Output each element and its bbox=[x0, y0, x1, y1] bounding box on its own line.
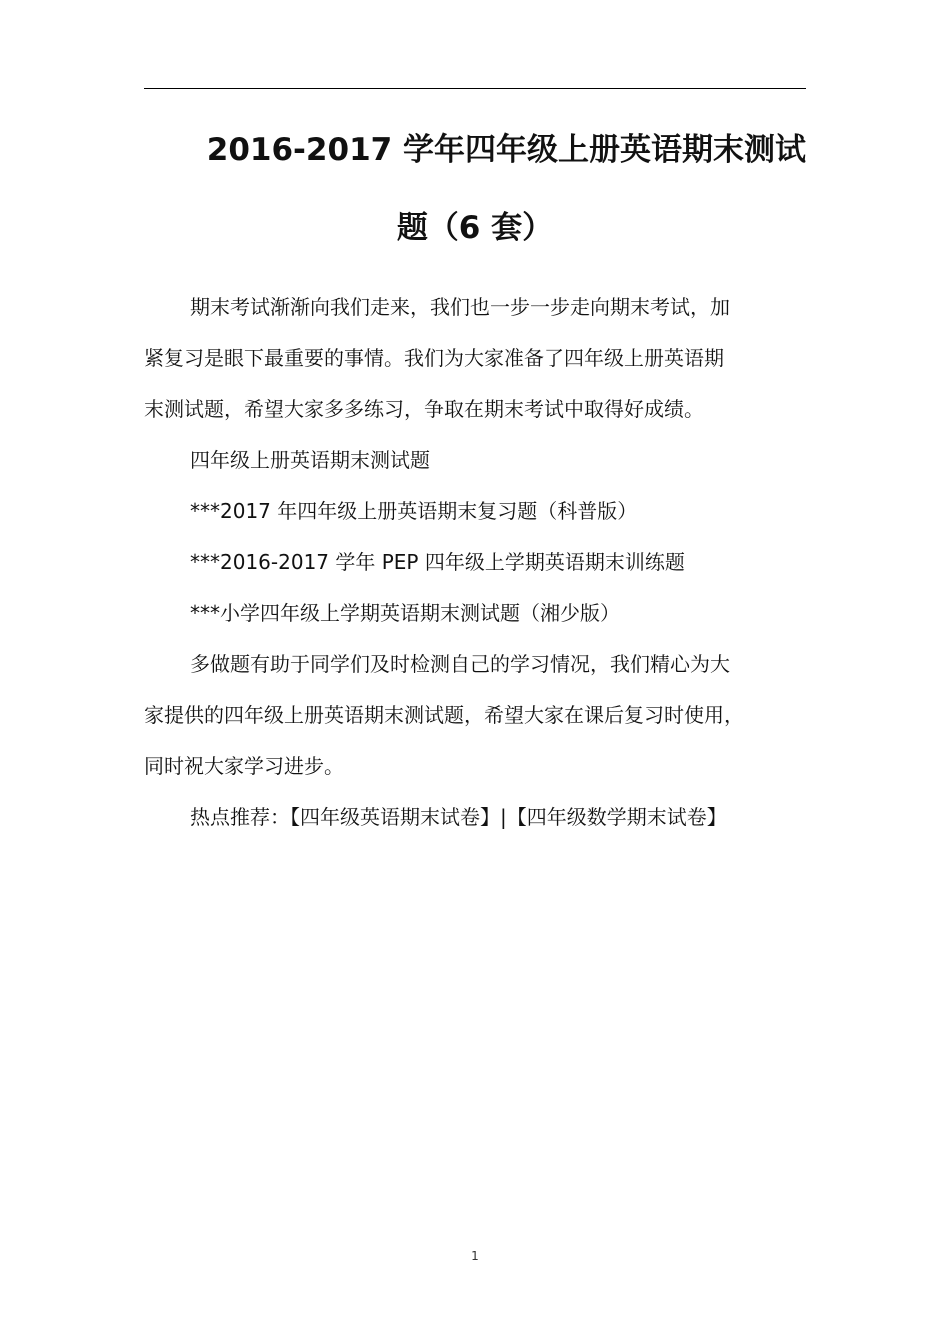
link-item[interactable] bbox=[144, 486, 806, 537]
closing-line-2: 家提供的四年级上册英语期末测试题，希望大家在课后复习时使用， bbox=[144, 703, 744, 727]
title-line-2-text: 题（6 套） bbox=[396, 210, 554, 246]
title-line-1: 2016-2017 学年四年级上册英语期末测试 bbox=[206, 132, 806, 168]
hot-recommend-text[interactable]: 热点推荐：【四年级英语期末试卷】|【四年级数学期末试卷】 bbox=[190, 805, 727, 829]
link-item-3[interactable]: ***小学四年级上学期英语期末测试题（湘少版） bbox=[190, 601, 620, 625]
hot-recommend[interactable] bbox=[144, 792, 806, 843]
intro-line-3: 末测试题，希望大家多多练习，争取在期末考试中取得好成绩。 bbox=[144, 397, 704, 421]
intro-paragraph bbox=[144, 282, 806, 435]
header-rule bbox=[144, 88, 806, 89]
section-heading-text: 四年级上册英语期末测试题 bbox=[190, 448, 430, 472]
intro-line-2: 紧复习是眼下最重要的事情。我们为大家准备了四年级上册英语期 bbox=[144, 346, 724, 370]
closing-paragraph bbox=[144, 639, 806, 792]
link-item-2[interactable]: ***2016-2017 学年 PEP 四年级上学期英语期末训练题 bbox=[190, 550, 685, 574]
section-heading bbox=[144, 435, 806, 486]
closing-line-3: 同时祝大家学习进步。 bbox=[144, 754, 344, 778]
link-item[interactable] bbox=[144, 588, 806, 639]
page-number: 1 bbox=[471, 1249, 479, 1263]
link-item-1[interactable]: ***2017 年四年级上册英语期末复习题（科普版） bbox=[190, 499, 638, 523]
body-content bbox=[144, 282, 806, 843]
intro-line-1: 期末考试渐渐向我们走来，我们也一步一步走向期末考试，加 bbox=[190, 295, 730, 319]
closing-line-1: 多做题有助于同学们及时检测自己的学习情况，我们精心为大 bbox=[190, 652, 730, 676]
link-item[interactable] bbox=[144, 537, 806, 588]
